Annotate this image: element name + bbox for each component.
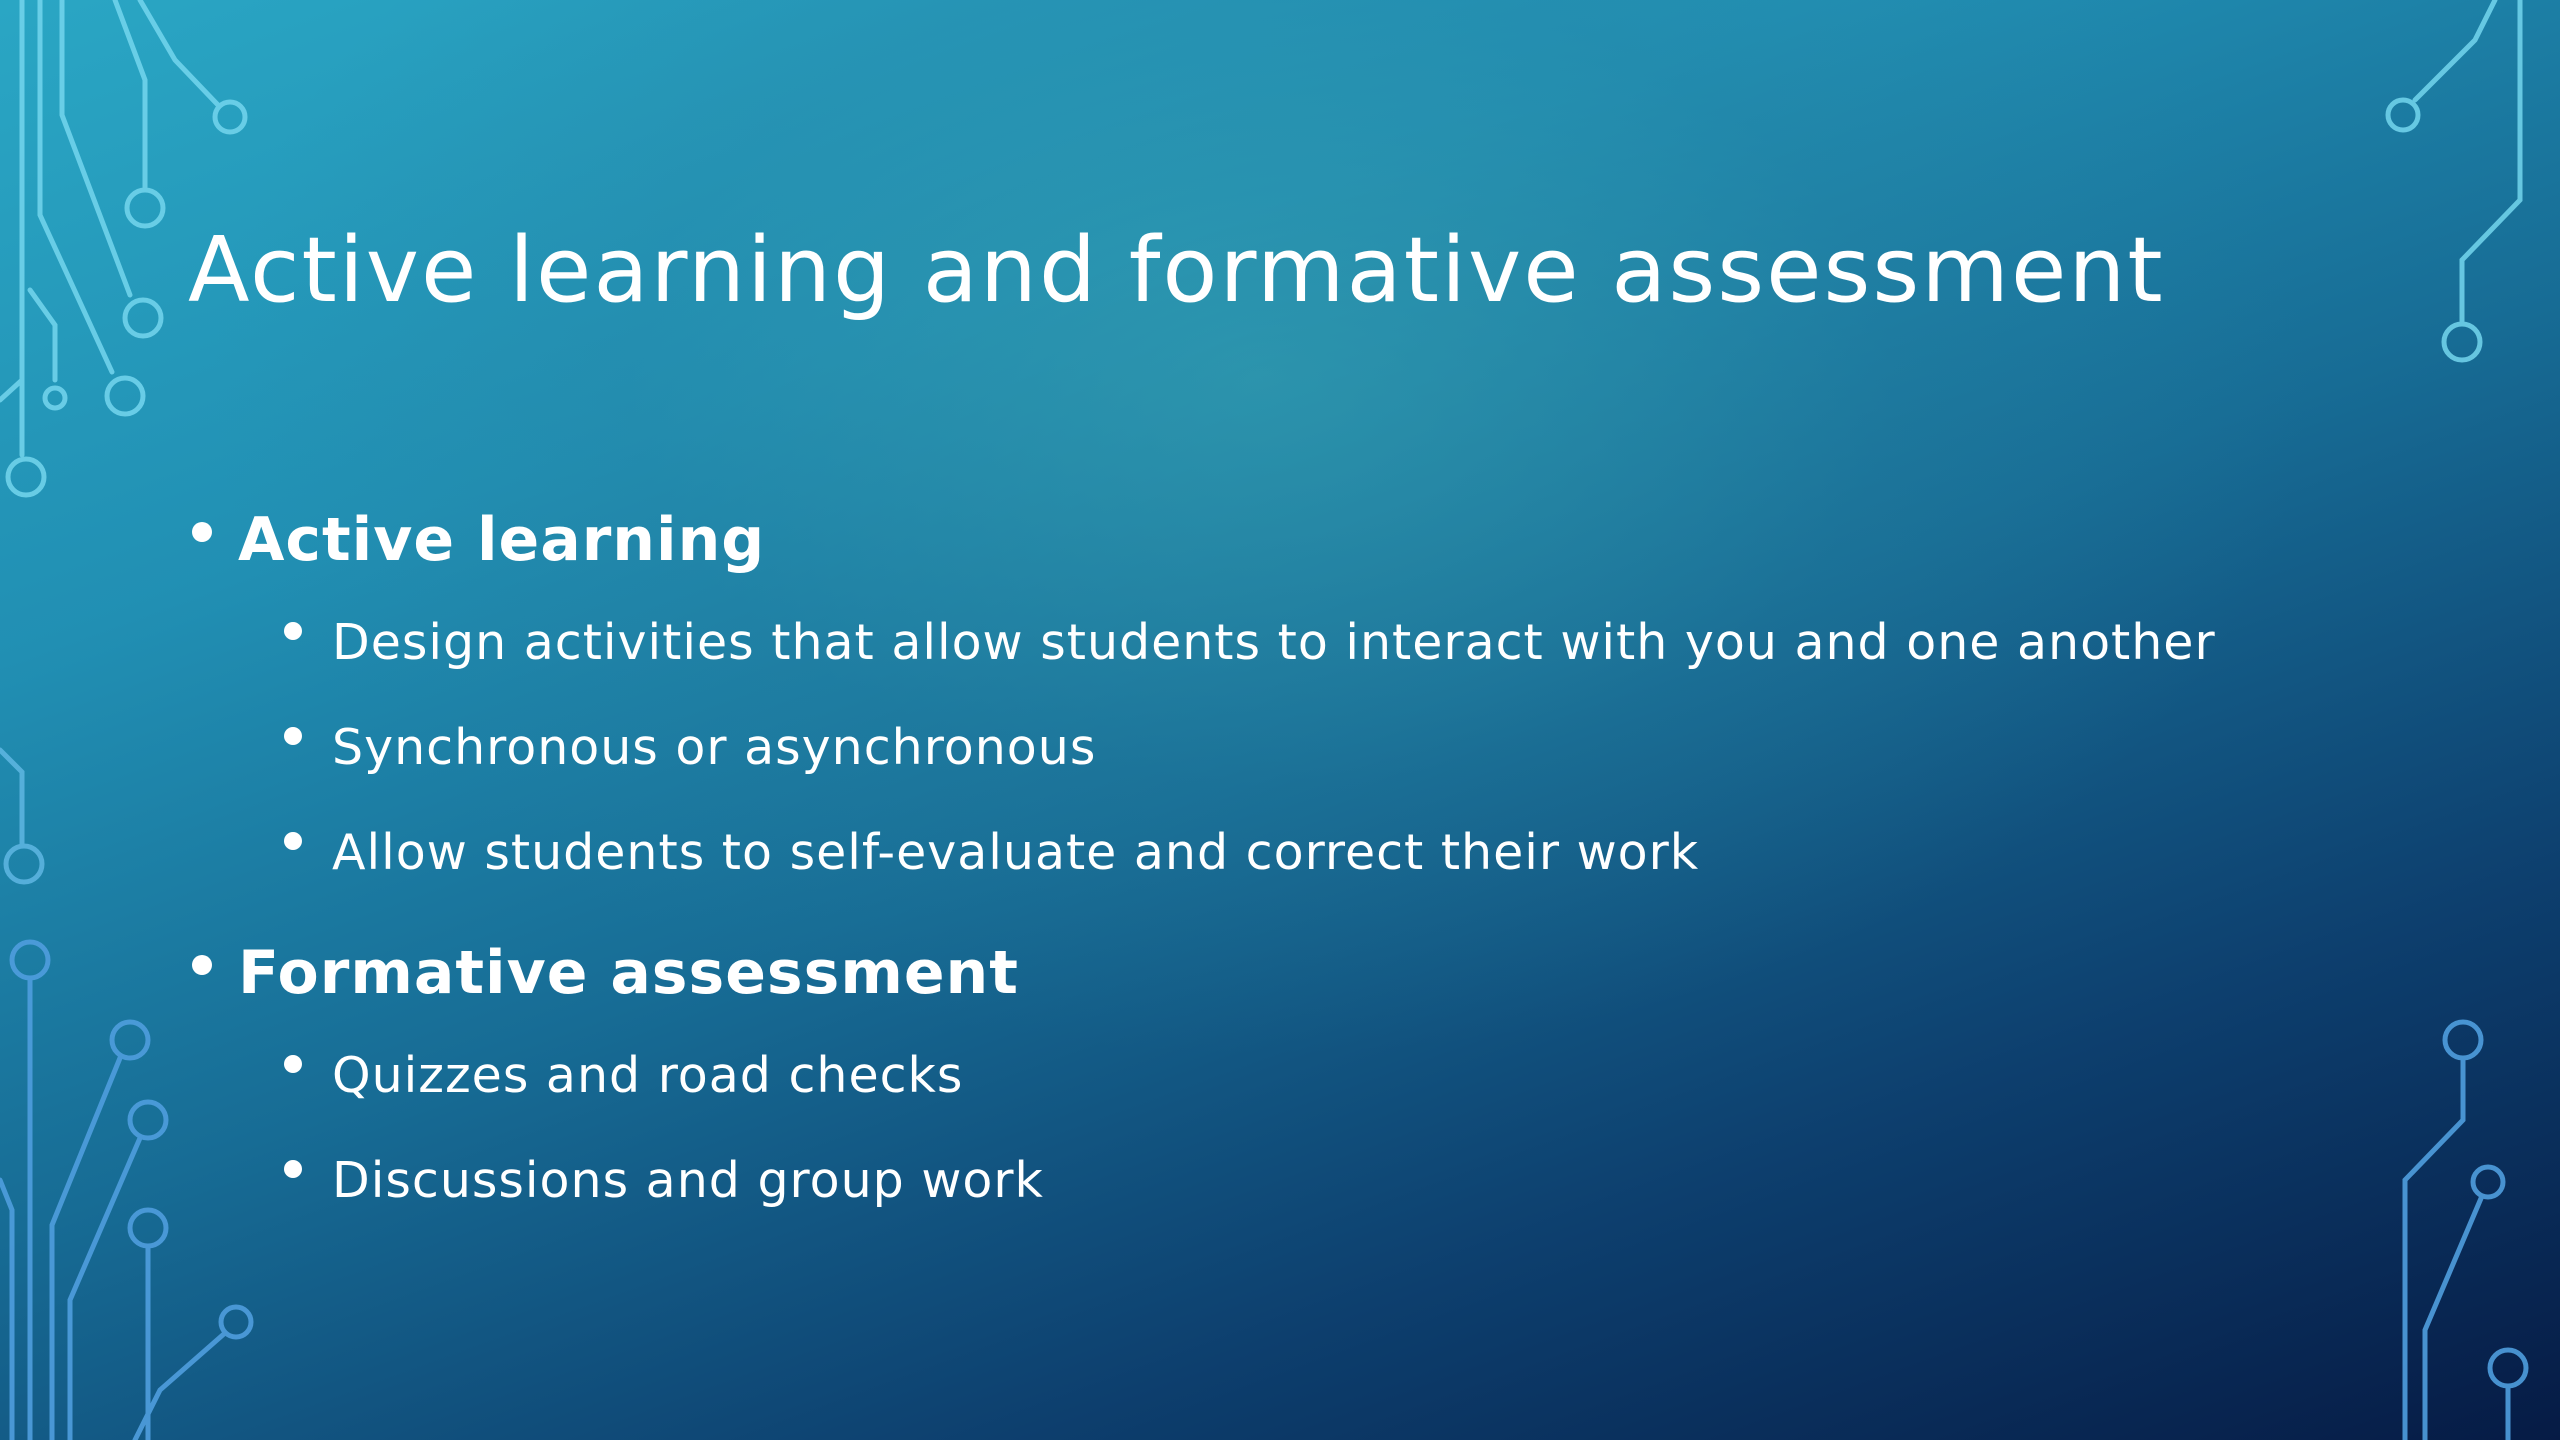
circuit-node xyxy=(112,1022,148,1058)
circuit-line xyxy=(2462,0,2520,322)
list-item: Design activities that allow students to interact with you and one another xyxy=(284,590,2388,695)
circuit-bottom-right xyxy=(2405,1022,2526,1440)
circuit-node xyxy=(2444,324,2480,360)
circuit-node xyxy=(2490,1350,2526,1386)
circuit-mid-left xyxy=(0,750,42,882)
section-items-active-learning xyxy=(188,590,2388,905)
circuit-line xyxy=(2425,1196,2482,1440)
bullet-list xyxy=(188,490,2388,1251)
circuit-line xyxy=(2415,0,2495,100)
circuit-node xyxy=(130,1102,166,1138)
circuit-node xyxy=(2445,1022,2481,1058)
circuit-node xyxy=(107,378,143,414)
list-item: Quizzes and road checks xyxy=(284,1023,2388,1128)
circuit-node xyxy=(45,388,65,408)
circuit-node xyxy=(2473,1167,2503,1197)
circuit-line xyxy=(0,750,22,845)
sub-bullet-list xyxy=(188,590,2388,905)
circuit-line xyxy=(0,380,22,400)
circuit-line xyxy=(30,290,55,380)
circuit-line xyxy=(0,1180,12,1440)
circuit-line xyxy=(140,0,218,105)
sub-bullet-list xyxy=(188,1023,2388,1233)
circuit-line xyxy=(2405,1058,2463,1440)
list-item: Discussions and group work xyxy=(284,1128,2388,1233)
circuit-top-right xyxy=(2388,0,2520,360)
circuit-line xyxy=(115,0,145,190)
circuit-line xyxy=(70,1138,140,1440)
circuit-node xyxy=(12,942,48,978)
circuit-node xyxy=(127,190,163,226)
list-item: Allow students to self-evaluate and correct their work xyxy=(284,800,2388,905)
list-item: Synchronous or asynchronous xyxy=(284,695,2388,800)
section-heading-active-learning: Active learning xyxy=(188,490,2388,590)
circuit-line xyxy=(52,1058,120,1440)
circuit-node xyxy=(2388,100,2418,130)
slide-title: Active learning and formative assessment xyxy=(188,218,2165,323)
circuit-node xyxy=(6,846,42,882)
circuit-line xyxy=(62,0,130,295)
circuit-node xyxy=(130,1210,166,1246)
circuit-node xyxy=(125,300,161,336)
circuit-node xyxy=(215,102,245,132)
section-items-formative-assessment xyxy=(188,1023,2388,1233)
circuit-node xyxy=(8,459,44,495)
section-heading-formative-assessment: Formative assessment xyxy=(188,923,2388,1023)
